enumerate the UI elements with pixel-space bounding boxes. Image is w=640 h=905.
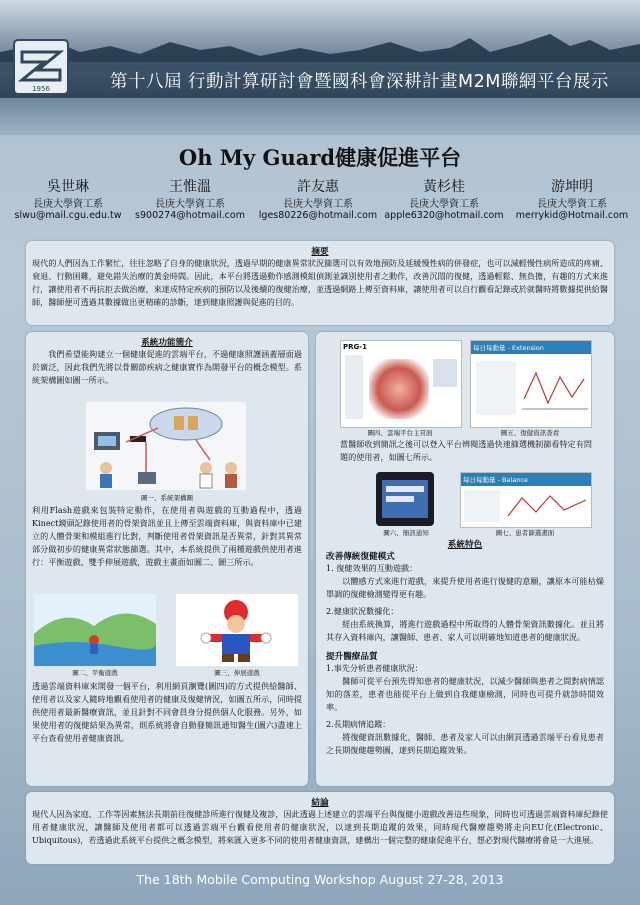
fig7-caption: 圖七、患者篩選畫面 — [495, 529, 555, 537]
author-name: 黃杉桂 — [423, 179, 465, 195]
author-affiliation: 長庚大學資工系 — [537, 199, 607, 210]
workshop-footer: The 18th Mobile Computing Workshop August 27-28, 2013 — [136, 872, 504, 887]
balance-game-screenshot — [34, 594, 156, 666]
fig4-cloud-homepage — [340, 340, 462, 428]
fig4-label: PRG-1 — [343, 343, 368, 351]
author-affiliation: 長庚大學資工系 — [155, 199, 225, 210]
fig6-sms-phone — [376, 472, 434, 526]
abstract-section — [26, 241, 614, 325]
games-text: 利用Flash遊戲來包裝特定動作，在使用者與遊戲的互動過程中，透過Kinect鏡頭記錄使用者的骨架資訊並且上傳至雲端資料庫，與資料庫中已建立的人體骨架和模組進行比對，判斷使用者骨架資訊是否異常，針對其異常部分做初步的健康異常狀態篩選。其中，本系統提供了兩種遊戲供使用者進行：平衡遊戲、雙手伸展遊戲，遊戲主畫面如圖二、圖三所示。 — [32, 505, 302, 567]
author-card — [254, 176, 382, 224]
feature-title: 1.事先分析患者健康狀況： — [326, 663, 423, 673]
fig5-label: 每日每動量 - Extension — [471, 341, 591, 354]
features-list — [326, 550, 604, 757]
intro-heading: 系統功能簡介 — [141, 338, 193, 348]
conclusion-text: 現代人因為家庭、工作等因素無法長期前往復健診所進行復健及複診，因此透過上述建立的雲端平台與復健小遊戲改善這些現象，同時也可透過雲端資料庫紀錄使用者健康狀況，讓醫師及使用者都可以透過雲端平台觀看使用者的健康狀況，以達到長期追蹤的效果，同時現代醫療趨勢將走向EU化(Electronic、Ubiquitous)，若透過此系統平台提供之概念模型，將來匯入更多不同的使用者健康資訊，建構出一個完整的健康促進平台，想必對現代醫療將會是一大進展。 — [32, 809, 608, 845]
web-platform-text: 透過雲端資料庫來開發一個平台，利用網頁瀏覽(圖四)的方式提供給醫師、使用者以及家人隨時地觀看使用者的健康及復健情況，如圖五所示，同時提供使用者最新醫療資訊，並且針對不同會員身分提供個人化服務。另外，如果使用者的復健結果為異常，則系統將會自動發簡訊通知醫生(圖六)盡速上平台查看使用者健康資訊。 — [32, 681, 302, 743]
feature-group-heading: 提升醫療品質 — [326, 652, 378, 662]
university-logo-icon — [10, 36, 72, 98]
author-card — [380, 176, 508, 224]
author-card — [4, 176, 132, 224]
author-email: s900274@hotmail.com — [135, 210, 245, 221]
fig4-caption: 圖四、雲端平台主頁面 — [367, 429, 433, 437]
feature-text: 以體感方式來進行遊戲，來提升使用者進行復健的意願，讓原本可能枯燥單調的復健檢測變得更有趣。 — [326, 576, 604, 599]
fig5-rehab-info — [470, 340, 592, 428]
author-card — [126, 176, 254, 224]
author-name: 吳世琳 — [47, 179, 89, 195]
banner-title: 第十八屆 行動計算研討會暨國科會深耕計畫M2M聯網平台展示 — [110, 72, 609, 92]
feature-title: 2.長期病情追蹤： — [326, 719, 391, 729]
author-affiliation: 長庚大學資工系 — [409, 199, 479, 210]
author-name: 游坤明 — [551, 179, 593, 195]
sms-text: 當醫師收到簡訊之後可以登入平台辨閱透過快速篩選機制篩看特定有問題的使用者，如圖七所示。 — [340, 439, 592, 462]
author-name: 王惟溫 — [169, 179, 211, 195]
fig7-patient-filter — [460, 472, 592, 528]
system-intro-section — [26, 332, 308, 786]
fig7-filter-chart — [462, 488, 590, 526]
author-name: 許友惠 — [297, 179, 339, 195]
conclusion-section — [26, 792, 614, 864]
fig5-trend-chart — [472, 359, 590, 419]
abstract-text: 現代的人們因為工作繁忙，往往忽略了自身的健康狀況，透過早期的健康異常狀況篩選可以有效地預防及延緩慢性病的併發症，也可以減輕慢性病所造成的疼痛、衰退、行動困難，避免錯失治療的黃金時間。因此，本平台將透過動作感測模組偵測並識別使用者之動作，改善沉悶的復健，透過輕鬆、無負擔，有趣的方式來進行，讓使用者不再抗拒去做治療，來達成特定疾病的預防以及後續的復健治療，並透過網路上傳至資料庫，讓使用者可以自行觀看記錄或於就醫時將數據提供給醫師，醫師便可透過其數據做出更精確的診斷，達到健康照護與促進的目的。 — [32, 258, 608, 307]
features-section — [316, 332, 614, 786]
author-affiliation: 長庚大學資工系 — [283, 199, 353, 210]
author-email: lges80226@hotmail.com — [258, 210, 378, 221]
author-email: merrykid@Hotmail.com — [515, 210, 629, 221]
stretch-game-screenshot — [176, 594, 298, 666]
feature-group-heading: 改善傳統復健模式 — [326, 552, 395, 562]
logo-year: 1956 — [32, 85, 50, 93]
author-list — [4, 176, 636, 228]
paper-title: Oh My Guard健康促進平台 — [178, 145, 462, 170]
fig1-caption: 圖一、系統架構圖 — [141, 494, 193, 502]
intro-text: 我們希望能夠建立一個健康促進的雲端平台，不過健康照護涵蓋層面過於廣泛，因此我們先將以骨關節疾病之健康實作為開發平台的概念模型。系統架構圖如圖一所示。 — [32, 349, 302, 385]
author-affiliation: 長庚大學資工系 — [33, 199, 103, 210]
author-email: apple6320@hotmail.com — [384, 210, 504, 221]
abstract-heading: 摘要 — [311, 247, 329, 257]
feature-text: 醫師可從平台預先得知患者的健康狀況，以減少醫師與患者之間對病情認知的落差，患者也能從平台上做到自我健康檢測，同時也可提升就診時間效率。 — [326, 676, 604, 712]
conclusion-heading: 結論 — [311, 798, 329, 808]
features-heading: 系統特色 — [447, 540, 483, 550]
header-banner — [0, 0, 640, 135]
feature-text: 將復健資訊數據化，醫師、患者及家人可以由網頁透過雲端平台看見患者之長期復健趨勢圖，達到長期追蹤效果。 — [326, 732, 604, 755]
architecture-diagram — [86, 402, 246, 490]
feature-text: 經由系統換算，將進行遊戲過程中所取得的人體骨架資訊數據化。並且將其存入資料庫內，讓醫師、患者、家人可以明確地知道患者的健康狀況。 — [326, 619, 604, 642]
water-reflection — [0, 98, 640, 135]
feature-title: 2.健康狀況數據化： — [326, 606, 399, 616]
fig3-caption: 圖三、伸展遊戲 — [214, 669, 260, 677]
fig5-caption: 圖五、復健資訊查看 — [500, 429, 560, 437]
fig2-caption: 圖二、平衡遊戲 — [72, 669, 118, 677]
fig6-caption: 圖六、簡訊通知 — [383, 529, 429, 537]
author-card — [508, 176, 636, 224]
feature-title: 1. 復健效果的互動遊戲： — [326, 563, 418, 573]
author-email: slwu@mail.cgu.edu.tw — [14, 210, 122, 221]
fig7-label: 每日每動量 - Balance — [461, 473, 591, 486]
